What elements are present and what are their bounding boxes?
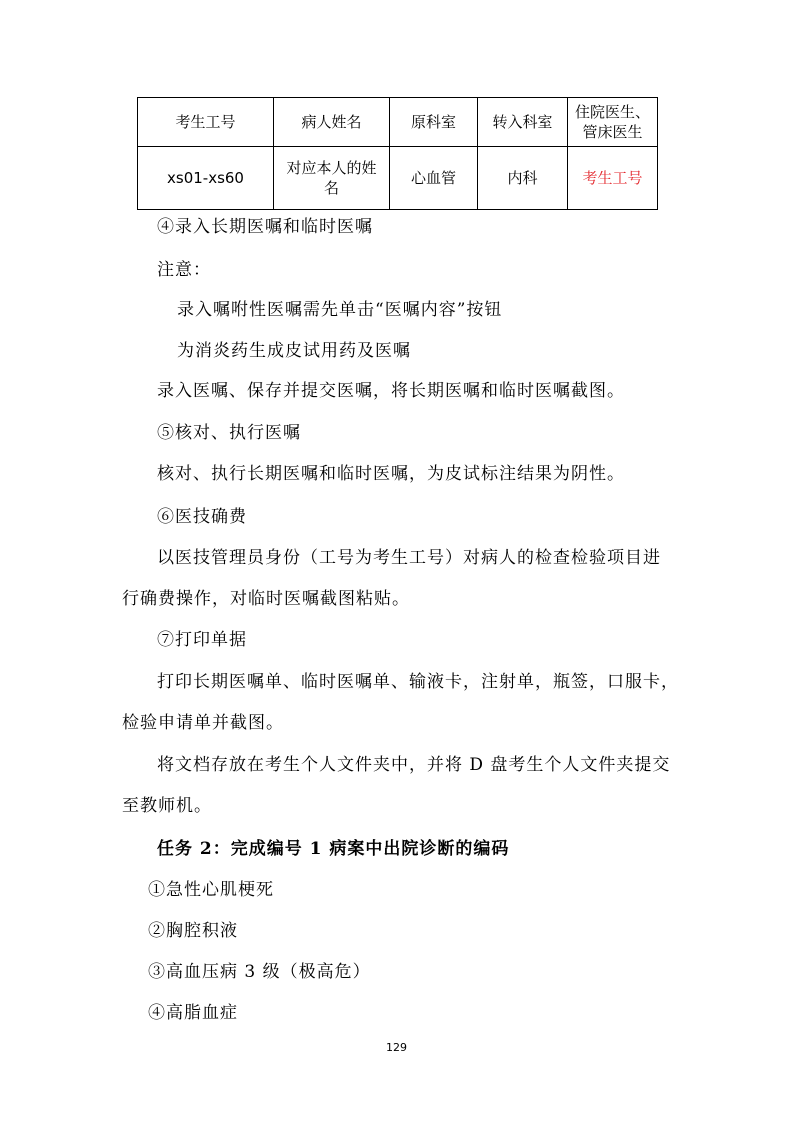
step7-text-line1: 打印长期医嘱单、临时医嘱单、输液卡，注射单，瓶签，口服卡， (157, 672, 679, 692)
diagnosis-item-4: ④高脂血症 (148, 1003, 238, 1023)
step4-text: 录入医嘱、保存并提交医嘱，将长期医嘱和临时医嘱截图。 (157, 381, 625, 401)
header-cell: 病人姓名 (274, 98, 390, 147)
table-cell-highlighted: 考生工号 (568, 147, 658, 210)
step4-title: ④录入长期医嘱和临时医嘱 (157, 217, 373, 237)
patient-transfer-table (137, 97, 658, 210)
header-cell: 原科室 (390, 98, 478, 147)
table-header-row (138, 98, 658, 147)
table-row (138, 147, 658, 210)
diagnosis-item-1: ①急性心肌梗死 (148, 880, 274, 900)
step6-text-line1: 以医技管理员身份（工号为考生工号）对病人的检查检验项目进 (157, 548, 661, 568)
diagnosis-item-3: ③高血压病 3 级（极高危） (148, 962, 371, 982)
step6-text-line2: 行确费操作，对临时医嘱截图粘贴。 (122, 589, 410, 609)
note-label: 注意： (157, 260, 211, 280)
step7-text-line2: 检验申请单并截图。 (122, 713, 284, 733)
step5-text: 核对、执行长期医嘱和临时医嘱，为皮试标注结果为阴性。 (157, 464, 625, 484)
table-cell: 内科 (478, 147, 568, 210)
save-text-line1: 将文档存放在考生个人文件夹中，并将 D 盘考生个人文件夹提交 (157, 755, 671, 775)
table-cell: xs01-xs60 (138, 147, 274, 210)
diagnosis-item-2: ②胸腔积液 (148, 921, 238, 941)
step6-title: ⑥医技确费 (157, 507, 247, 527)
step5-title: ⑤核对、执行医嘱 (157, 423, 301, 443)
save-text-line2: 至教师机。 (122, 796, 212, 816)
table-cell: 心血管 (390, 147, 478, 210)
note-item-2: 为消炎药生成皮试用药及医嘱 (177, 341, 411, 361)
page-number: 129 (386, 1041, 407, 1054)
task2-heading: 任务 2：完成编号 1 病案中出院诊断的编码 (157, 839, 510, 859)
header-cell: 考生工号 (138, 98, 274, 147)
header-cell: 转入科室 (478, 98, 568, 147)
header-cell: 住院医生、管床医生 (568, 98, 658, 147)
step7-title: ⑦打印单据 (157, 630, 247, 650)
note-item-1: 录入嘱咐性医嘱需先单击“医嘱内容”按钮 (177, 300, 503, 320)
table-cell: 对应本人的姓名 (274, 147, 390, 210)
